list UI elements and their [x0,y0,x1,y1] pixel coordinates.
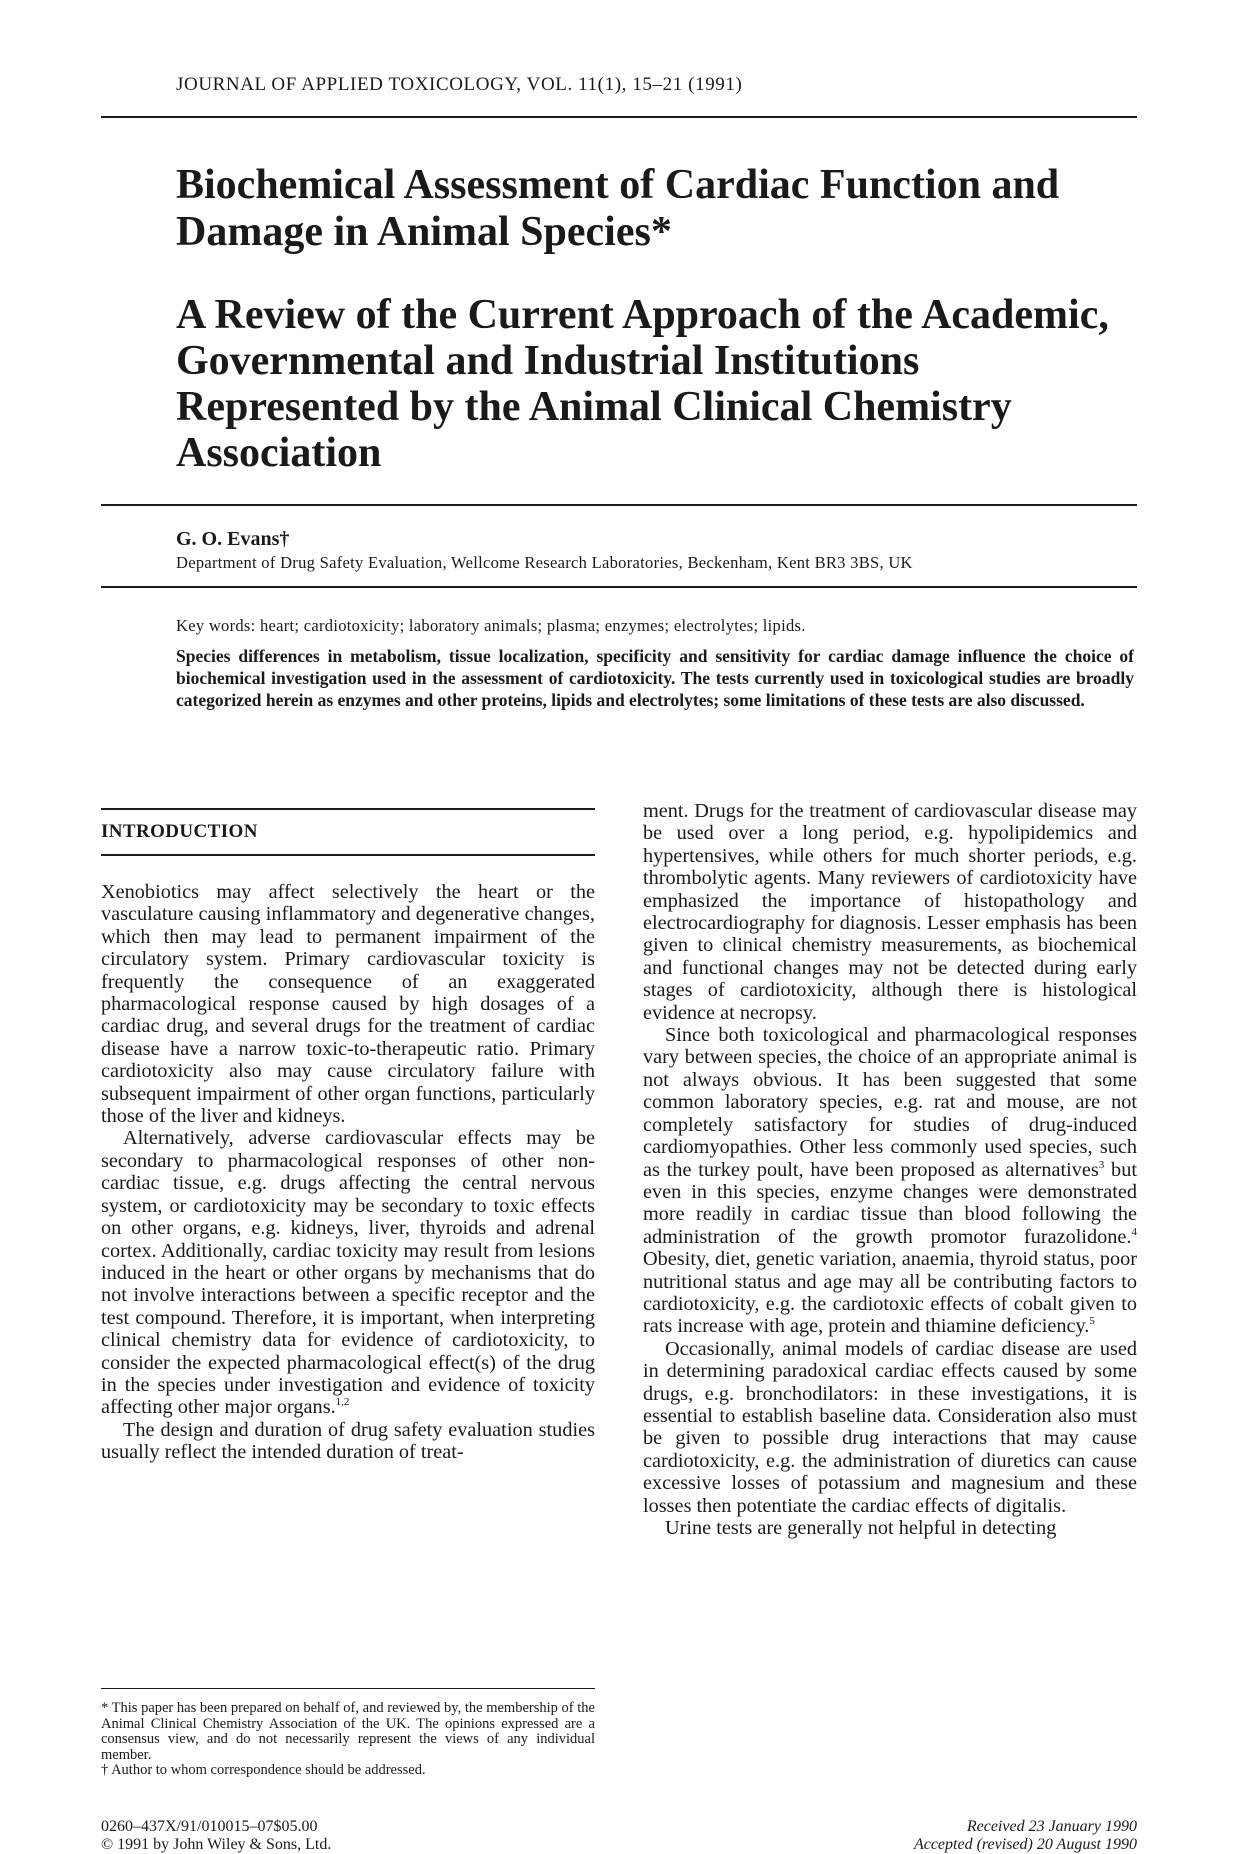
paragraph: Occasionally, animal models of cardiac disease are used in determining paradoxical cardiac effects caused by some drugs, e.g. bronchodilators: in these investigations, it is essential to establish baseline data. Consideration also must be given to possible drug interactions that may cause cardiotoxicity, e.g. the administration of diuretics can cause excessive losses of potassium and magnesium and these losses then potentiate the cardiac effects of digitalis. [643,1337,1137,1517]
running-head: JOURNAL OF APPLIED TOXICOLOGY, VOL. 11(1), 15–21 (1991) [176,74,743,95]
title-rule [101,504,1137,506]
paragraph: The design and duration of drug safety evaluation studies usually reflect the intended duration of treat- [101,1418,595,1464]
keywords: Key words: heart; cardiotoxicity; laboratory animals; plasma; enzymes; electrolytes; lipids. [176,616,806,635]
issn-code: 0260–437X/91/010015–07$05.00 [101,1818,318,1835]
footnote-rule [101,1688,595,1689]
citation-ref: 1,2 [335,1396,350,1409]
right-column [643,800,1137,1539]
submission-dates [914,1818,1137,1854]
header-rule [101,116,1137,118]
footnotes [101,1701,595,1779]
imprint [101,1818,331,1854]
paragraph: ment. Drugs for the treatment of cardiovascular disease may be used over a long period, e.g. hypolipidemics and hypertensives, while others for much shorter periods, e.g. thrombolytic agents. Many reviewers of cardiotoxicity have emphasized the importance of histopathology and electrocardiography for diagnosis. Lesser emphasis has been given to clinical chemistry measurements, as biochemical and functional changes may not be detected during early stages of cardiotoxicity, although there is histological evidence at necropsy. [643,800,1137,1024]
author-name: G. O. Evans† [176,528,290,550]
author-affiliation: Department of Drug Safety Evaluation, Wellcome Research Laboratories, Beckenham, Kent BR3 3BS, UK [176,553,913,572]
article-subtitle: A Review of the Current Approach of the Academic, Governmental and Industrial Institutions Represented by the Animal Clinical Chemistry Association [176,292,1109,476]
paragraph: Alternatively, adverse cardiovascular effects may be secondary to pharmacological responses of other non-cardiac tissue, e.g. drugs affecting the central nervous system, or cardiotoxicity may be secondary to toxic effects on other organs, e.g. kidneys, liver, thyroids and adrenal cortex. Additionally, cardiac toxicity may result from lesions induced in the heart or other organs by mechanisms that do not involve interactions between a specific receptor and the test compound. Therefore, it is important, when interpreting clinical chemistry data for evidence of cardiotoxicity, to consider the expected pharmacological effect(s) of the drug in the species under investigation and evidence of toxicity affecting other major organs.$^{1,2}$ [101,1127,595,1419]
section-heading: INTRODUCTION [101,821,258,842]
footnote-dagger: † Author to whom correspondence should be addressed. [101,1762,426,1778]
copyright: © 1991 by John Wiley & Sons, Ltd. [101,1836,332,1853]
received-date: Received 23 January 1990 [966,1818,1137,1835]
section-rule-top [101,808,595,810]
footnote-star: * This paper has been prepared on behalf of, and reviewed by, the membership of the Animal Clinical Chemistry Association of the UK. The opinions expressed are a consensus view, and do not necessarily represent the views of any individual member. [101,1700,595,1763]
citation-ref: 5 [1089,1315,1095,1328]
citation-ref: 3 [1098,1158,1105,1171]
affiliation-rule [101,586,1137,588]
accepted-date: Accepted (revised) 20 August 1990 [913,1836,1137,1853]
paragraph: Since both toxicological and pharmacological responses vary between species, the choice of an appropriate animal is not always obvious. It has been suggested that some common laboratory species, e.g. rat and mouse, are not completely satisfactory for studies of drug-induced cardiomyopathies. Other less commonly used species, such as the turkey poult, have been proposed as alternatives$^3$ but even in this species, enzyme changes were demonstrated more readily in cardiac tissue than blood following the administration of the growth promotor furazolidone.$^4$ Obesity, diet, genetic variation, anaemia, thyroid status, poor nutritional status and age may all be contributing factors to cardiotoxicity, e.g. the cardiotoxic effects of cobalt given to rats increase with age, protein and thiamine deficiency.$^5$ [643,1024,1137,1338]
left-column [101,881,595,1464]
section-rule-bottom [101,854,595,856]
abstract: Species differences in metabolism, tissue localization, specificity and sensitivity for cardiac damage influence the choice of biochemical investigation used in the assessment of cardiotoxicity. The tests currently used in toxicological studies are broadly categorized herein as enzymes and other proteins, lipids and electrolytes; some limitations of these tests are also discussed. [176,646,1134,710]
paragraph: Urine tests are generally not helpful in detecting [665,1517,1057,1539]
article-title: Biochemical Assessment of Cardiac Function and Damage in Animal Species* [176,162,1060,255]
paragraph: Xenobiotics may affect selectively the heart or the vasculature causing inflammatory and degenerative changes, which then may lead to permanent impairment of the circulatory system. Primary cardiovascular toxicity is frequently the consequence of an exaggerated pharmacological response caused by high dosages of a cardiac drug, and several drugs for the treatment of cardiac disease have a narrow toxic-to-therapeutic ratio. Primary cardiotoxicity also may cause circulatory failure with subsequent impairment of other organ functions, particularly those of the liver and kidneys. [101,881,595,1128]
citation-ref: 4 [1131,1225,1137,1238]
